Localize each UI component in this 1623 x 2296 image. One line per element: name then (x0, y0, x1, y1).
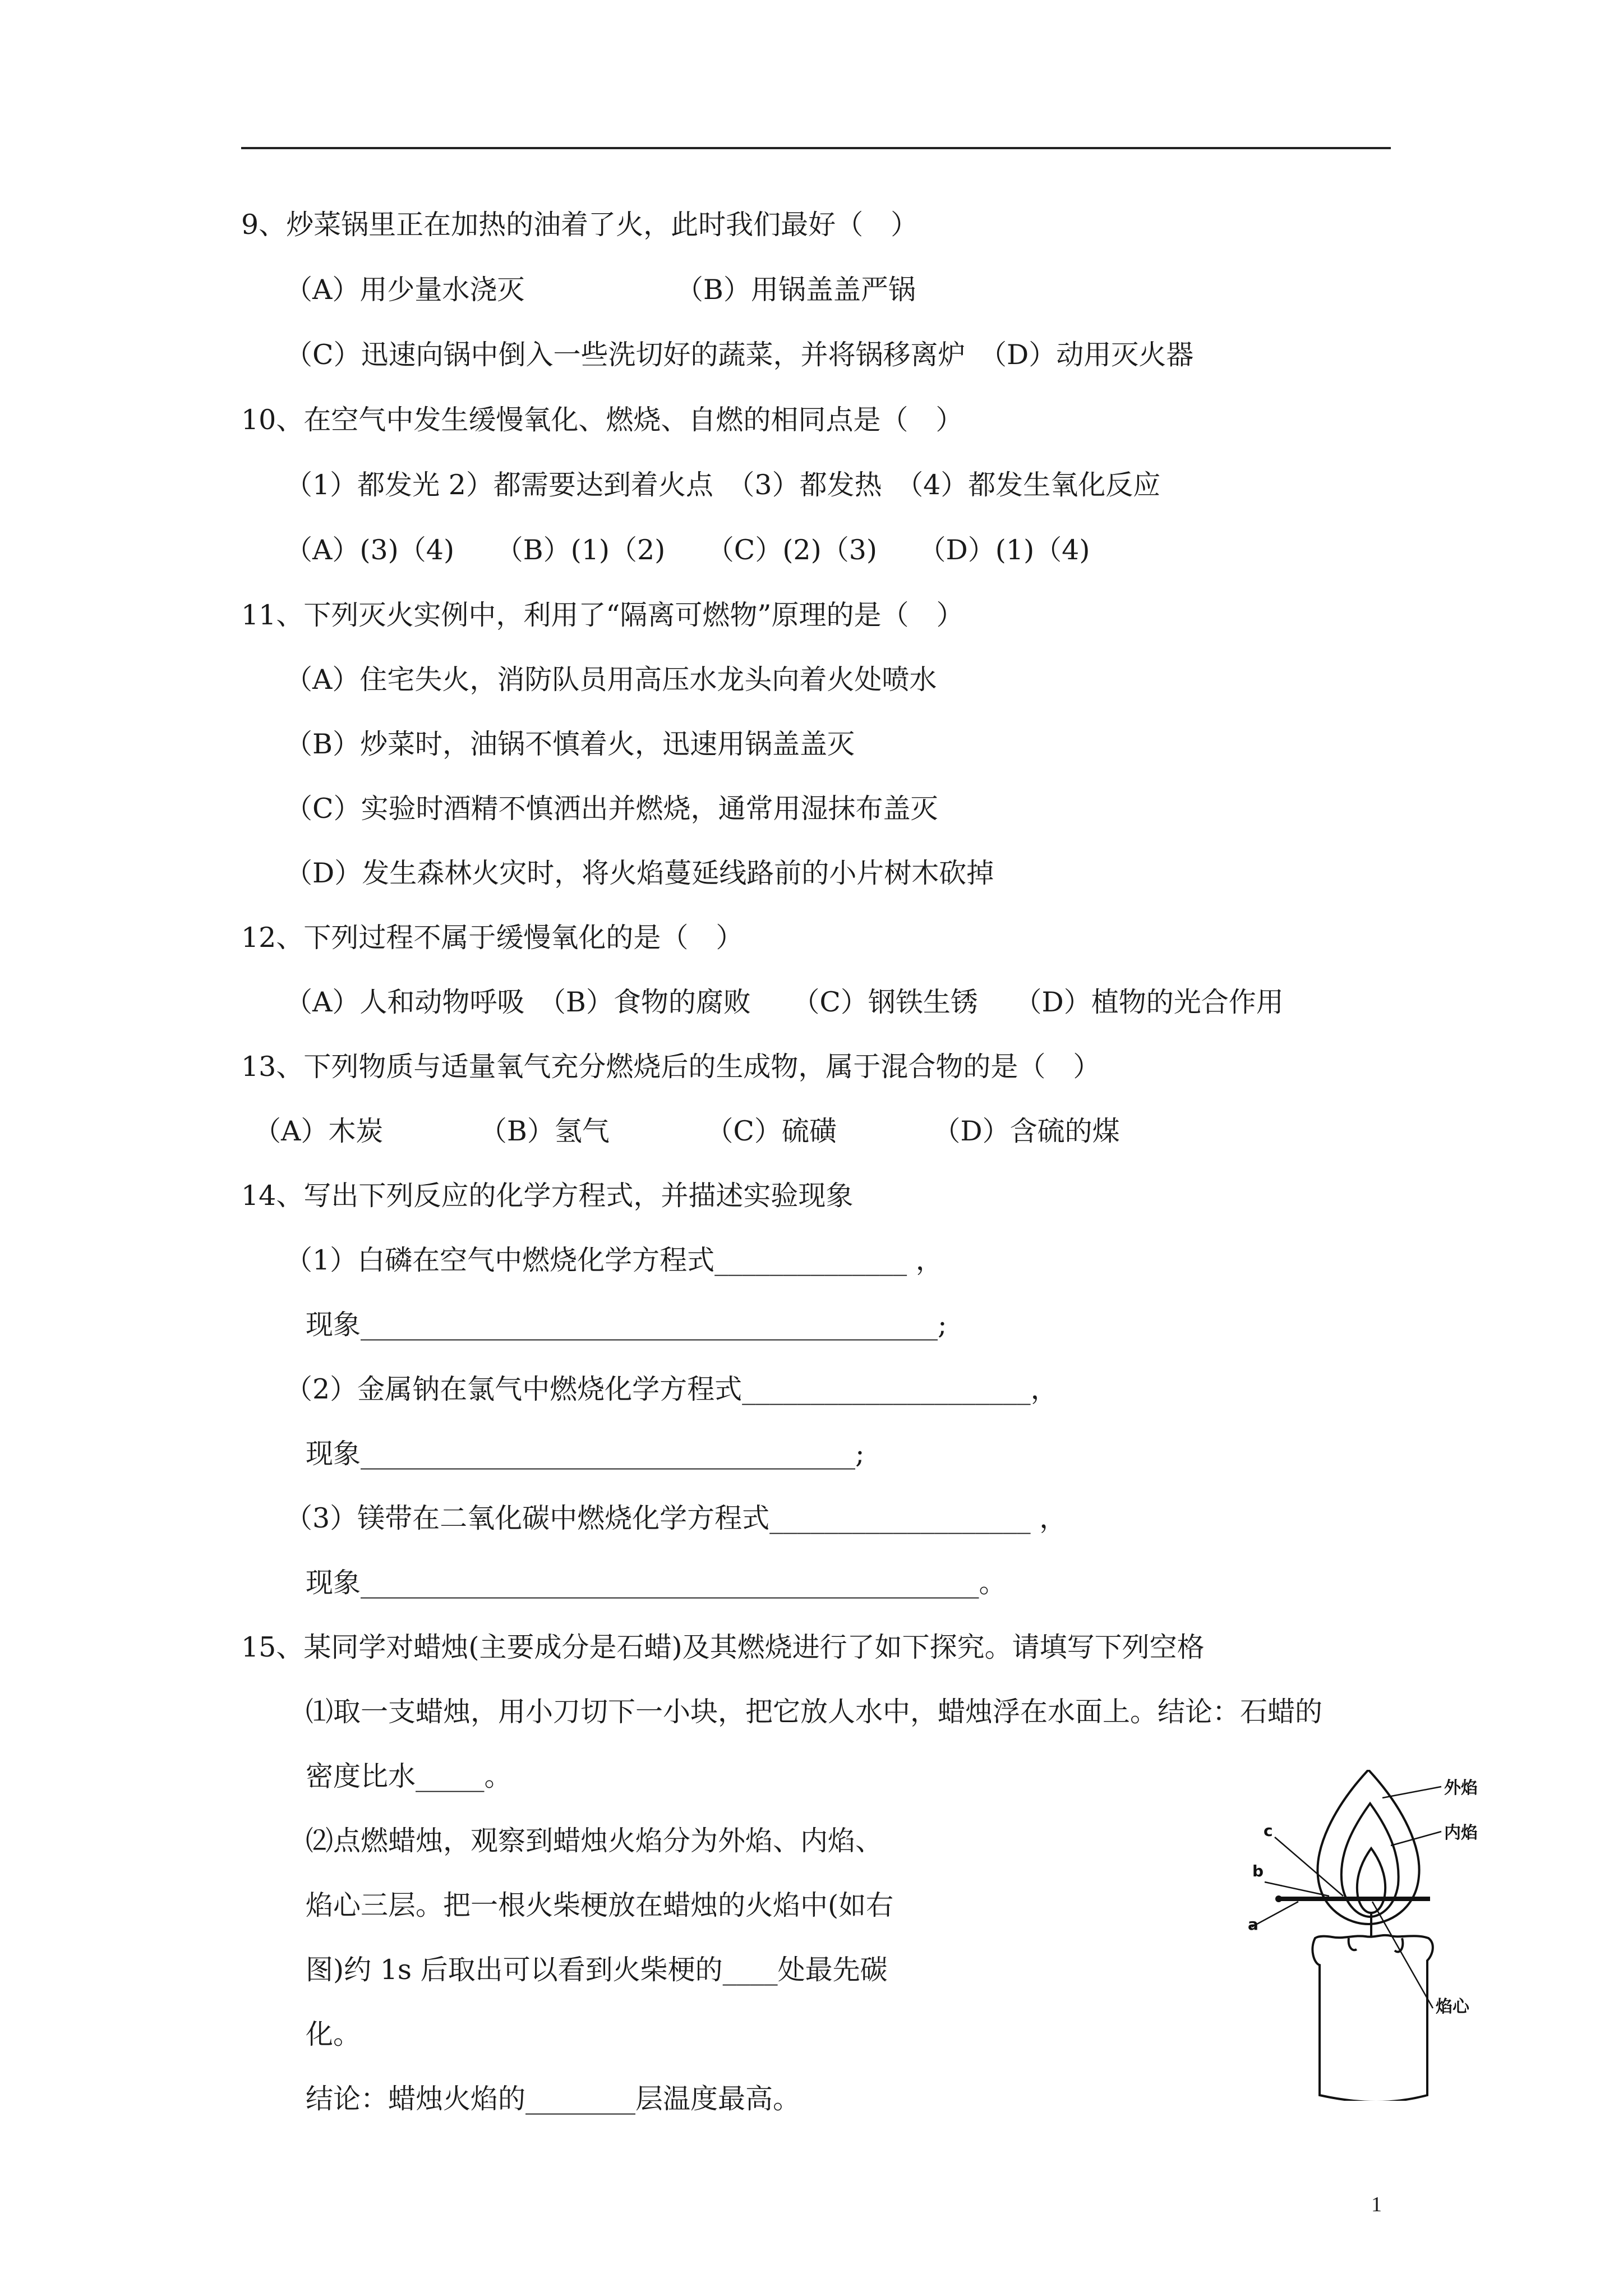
q15-part2-line3: 图)约 1s 后取出可以看到火柴梗的____处最先碳 (306, 1954, 888, 1986)
q15-conclusion: 结论：蜡烛火焰的________层温度最高。 (306, 2083, 801, 2115)
label-b: b (1252, 1862, 1264, 1880)
q13-stem: 13、下列物质与适量氧气充分燃烧后的生成物，属于混合物的是（ ） (241, 1051, 1101, 1083)
q11-option-a: （A）住宅失火，消防队员用高压水龙头向着火处喷水 (285, 664, 937, 696)
q15-part2-line2: 焰心三层。把一根火柴梗放在蜡烛的火焰中(如右 (306, 1889, 894, 1921)
q15-part1-line1: ⑴取一支蜡烛，用小刀切下一小块，把它放人水中，蜡烛浮在水面上。结论：石蜡的 (306, 1696, 1323, 1728)
q14-part1-phenomenon: 现象__________________________________________; (306, 1309, 947, 1341)
label-c: c (1264, 1821, 1273, 1840)
q14-part3-phenomenon: 现象_____________________________________________。 (306, 1567, 1007, 1599)
header-rule (241, 147, 1391, 149)
label-a: a (1248, 1915, 1258, 1934)
q14-part1-equation: （1）白磷在空气中燃烧化学方程式______________ ， (285, 1244, 943, 1276)
q10-stem: 10、在空气中发生缓慢氧化、燃烧、自燃的相同点是（ ） (241, 404, 963, 436)
q14-stem: 14、写出下列反应的化学方程式，并描述实验现象 (241, 1180, 854, 1212)
q11-option-c: （C）实验时酒精不慎洒出并燃烧，通常用湿抹布盖灭 (285, 793, 938, 825)
q11-stem: 11、下列灭火实例中，利用了“隔离可燃物”原理的是（ ） (241, 599, 964, 631)
inner-flame-label: 内焰 (1444, 1823, 1478, 1843)
q15-part2-line1: ⑵点燃蜡烛，观察到蜡烛火焰分为外焰、内焰、 (306, 1825, 883, 1857)
q14-part2-equation: （2）金属钠在氯气中燃烧化学方程式_____________________， (285, 1373, 1058, 1405)
q12-stem: 12、下列过程不属于缓慢氧化的是（ ） (241, 922, 744, 954)
q10-options: （A）(3)（4) （B）(1)（2) （C）(2)（3) （D）(1)（4) (285, 534, 1090, 566)
flame-core-label: 焰心 (1436, 1997, 1469, 2017)
q9-options-cd: （C）迅速向锅中倒入一些洗切好的蔬菜，并将锅移离炉 （D）动用灭火器 (285, 339, 1194, 371)
q9-options-ab: （A）用少量水浇灭 （B）用锅盖盖严锅 (285, 274, 916, 306)
q14-part3-equation: （3）镁带在二氧化碳中燃烧化学方程式___________________ ， (285, 1502, 1067, 1534)
q15-part2-line4: 化。 (306, 2018, 361, 2050)
q15-stem: 15、某同学对蜡烛(主要成分是石蜡)及其燃烧进行了如下探究。请填写下列空格 (241, 1631, 1205, 1663)
outer-flame-label: 外焰 (1444, 1778, 1478, 1798)
q13-options: （A）木炭 （B）氢气 （C）硫磺 （D）含硫的煤 (253, 1115, 1120, 1147)
q14-part2-phenomenon: 现象____________________________________; (306, 1438, 865, 1470)
q11-option-d: （D）发生森林火灾时，将火焰蔓延线路前的小片树木砍掉 (285, 857, 994, 889)
q15-part1-line2: 密度比水_____。 (306, 1760, 512, 1792)
q9-stem: 9、炒菜锅里正在加热的油着了火，此时我们最好（ ） (241, 209, 919, 241)
page-number: 1 (1371, 2193, 1382, 2216)
q10-statements: （1）都发光 2）都需要达到着火点 （3）都发热 （4）都发生氧化反应 (285, 469, 1161, 501)
q11-option-b: （B）炒菜时，油锅不慎着火，迅速用锅盖盖灭 (285, 728, 855, 760)
candle-flame-diagram (1248, 1770, 1495, 2101)
q12-options: （A）人和动物呼吸 （B）食物的腐败 （C）钢铁生锈 （D）植物的光合作用 (285, 986, 1284, 1018)
